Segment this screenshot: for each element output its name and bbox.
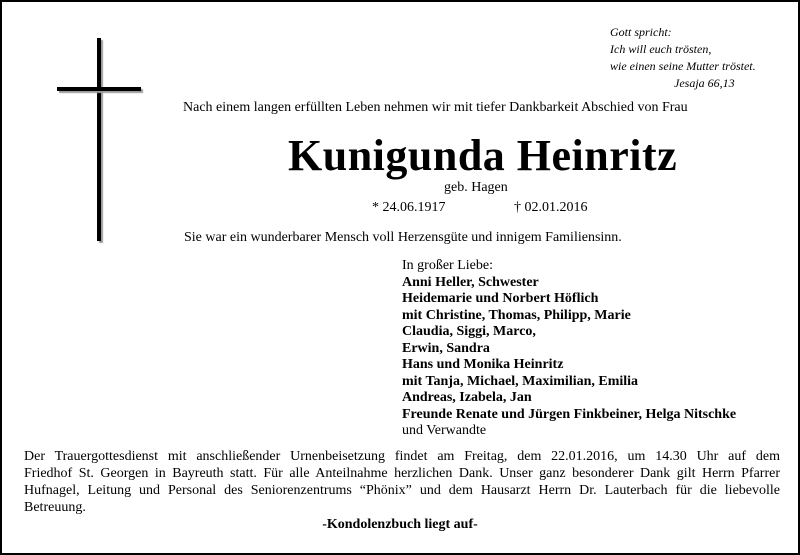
mourners-footer: und Verwandte bbox=[402, 423, 487, 438]
birth-date: * 24.06.1917 bbox=[372, 200, 446, 215]
mourner-entry: Hans und Monika Heinritz bbox=[402, 357, 564, 372]
quote-line: wie einen seine Mutter tröstet. bbox=[610, 59, 756, 73]
condolence-note: -Kondolenzbuch liegt auf- bbox=[322, 517, 478, 532]
funeral-line: Der Trauergottesdienst mit anschließender Urnenbeisetzung findet am Freitag, dem 22.01.2016, um 14.30 Uhr auf dem bbox=[24, 449, 780, 464]
quote-line: Gott spricht: bbox=[610, 25, 672, 39]
intro-text: Nach einem langen erfüllten Leben nehmen wir mit tiefer Dankbarkeit Abschied von Frau bbox=[183, 100, 688, 115]
mourners-heading: In großer Liebe: bbox=[402, 258, 493, 273]
mourner-entry: Freunde Renate und Jürgen Finkbeiner, Helga Nitschke bbox=[402, 406, 737, 422]
funeral-line: Betreuung. bbox=[24, 500, 86, 515]
mourner-entry: Erwin, Sandra bbox=[402, 340, 490, 356]
cross-vertical-bar bbox=[97, 38, 101, 241]
mourner-entry: mit Tanja, Michael, Maximilian, Emilia bbox=[402, 373, 639, 389]
mourner-entry: mit Christine, Thomas, Philipp, Marie bbox=[402, 307, 631, 323]
quote-reference: Jesaja 66,13 bbox=[674, 76, 735, 90]
bible-quote bbox=[610, 24, 756, 92]
maiden-name: geb. Hagen bbox=[444, 180, 508, 195]
mourner-entry: Claudia, Siggi, Marco, bbox=[402, 324, 536, 339]
mourner-entry: Andreas, Izabela, Jan bbox=[402, 390, 532, 405]
mourners-list bbox=[402, 258, 736, 440]
tribute-text: Sie war ein wunderbarer Mensch voll Herzensgüte und innigem Familiensinn. bbox=[184, 230, 622, 245]
death-date: † 02.01.2016 bbox=[514, 200, 588, 215]
funeral-line: Hufnagel, Leitung und Personal des Seniorenzentrums “Phönix” und dem Hausarzt Herrn Dr. Lauterbach für die liebevolle bbox=[24, 483, 780, 498]
mourner-entry: Heidemarie und Norbert Höflich bbox=[402, 291, 599, 306]
quote-line: Ich will euch trösten, bbox=[610, 42, 712, 56]
deceased-name: Kunigunda Heinritz bbox=[288, 131, 678, 180]
cross-horizontal-bar bbox=[57, 87, 141, 91]
funeral-details bbox=[24, 448, 780, 516]
funeral-line: Friedhof St. Georgen in Bayreuth statt. Für alle Anteilnahme herzlichen Dank. Unser ganz besonderer Dank gilt Herrn Pfarrer bbox=[24, 466, 780, 481]
mourner-entry: Anni Heller, Schwester bbox=[402, 274, 539, 290]
